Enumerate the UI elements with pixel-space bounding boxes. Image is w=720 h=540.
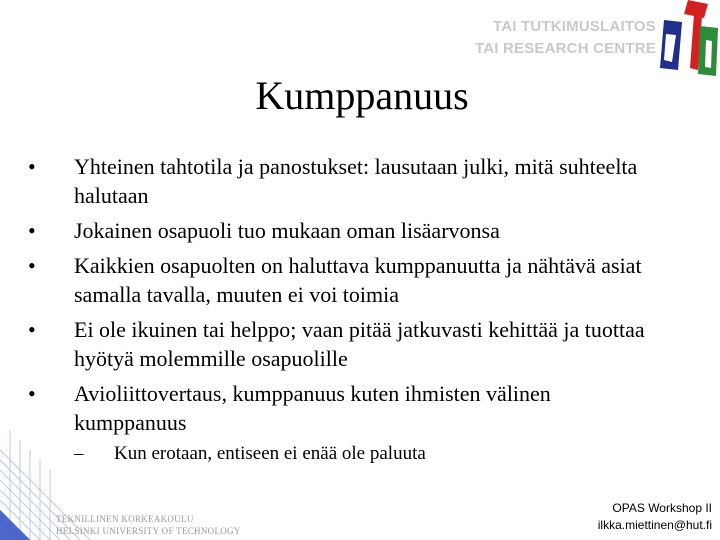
bullet-marker: • (28, 381, 36, 406)
bullet-text: Yhteinen tahtotila ja panostukset: lausutaan julki, mitä suhteelta halutaan (74, 154, 638, 208)
footer-university (56, 513, 241, 537)
header-line-fi: TAI TUTKIMUSLAITOS (492, 18, 656, 35)
bullet-list (28, 152, 668, 472)
sub-bullet-item (74, 441, 668, 466)
slide-title: Kumppanuus (255, 73, 469, 118)
bullet-item (28, 251, 668, 309)
header (475, 16, 656, 60)
bullet-item (28, 216, 668, 245)
bullet-text: Avioliittovertaus, kumppanuus kuten ihmisten välinen kumppanuus (74, 381, 551, 435)
footer-contact (598, 500, 712, 534)
sub-bullet-text: Kun erotaan, entiseen ei enää ole paluuta (114, 443, 426, 464)
footer-university-fi: TEKNILLINEN KORKEAKOULU (56, 514, 194, 524)
footer-event: OPAS Workshop II (612, 501, 712, 515)
tai-logo-icon (656, 0, 720, 80)
header-line-en: TAI RESEARCH CENTRE (474, 40, 656, 57)
bullet-marker: • (28, 154, 36, 179)
bullet-item (28, 379, 668, 466)
bullet-item (28, 152, 668, 210)
footer-university-en: HELSINKI UNIVERSITY OF TECHNOLOGY (56, 526, 241, 536)
bullet-marker: • (28, 317, 36, 342)
bullet-text: Kaikkien osapuolten on haluttava kumppanuutta ja nähtävä asiat samalla tavalla, muuten ei voi toimia (74, 253, 642, 307)
bullet-marker: • (28, 253, 36, 278)
sub-bullet-marker: – (74, 443, 84, 464)
bullet-marker: • (28, 218, 36, 243)
bullet-item (28, 315, 668, 373)
bullet-text: Ei ole ikuinen tai helppo; vaan pitää jatkuvasti kehittää ja tuottaa hyötyä molemmille osapuolille (74, 317, 645, 371)
sub-bullet-list (74, 441, 668, 466)
bullet-text: Jokainen osapuoli tuo mukaan oman lisäarvonsa (74, 218, 500, 243)
footer-email: ilkka.miettinen@hut.fi (597, 518, 712, 532)
